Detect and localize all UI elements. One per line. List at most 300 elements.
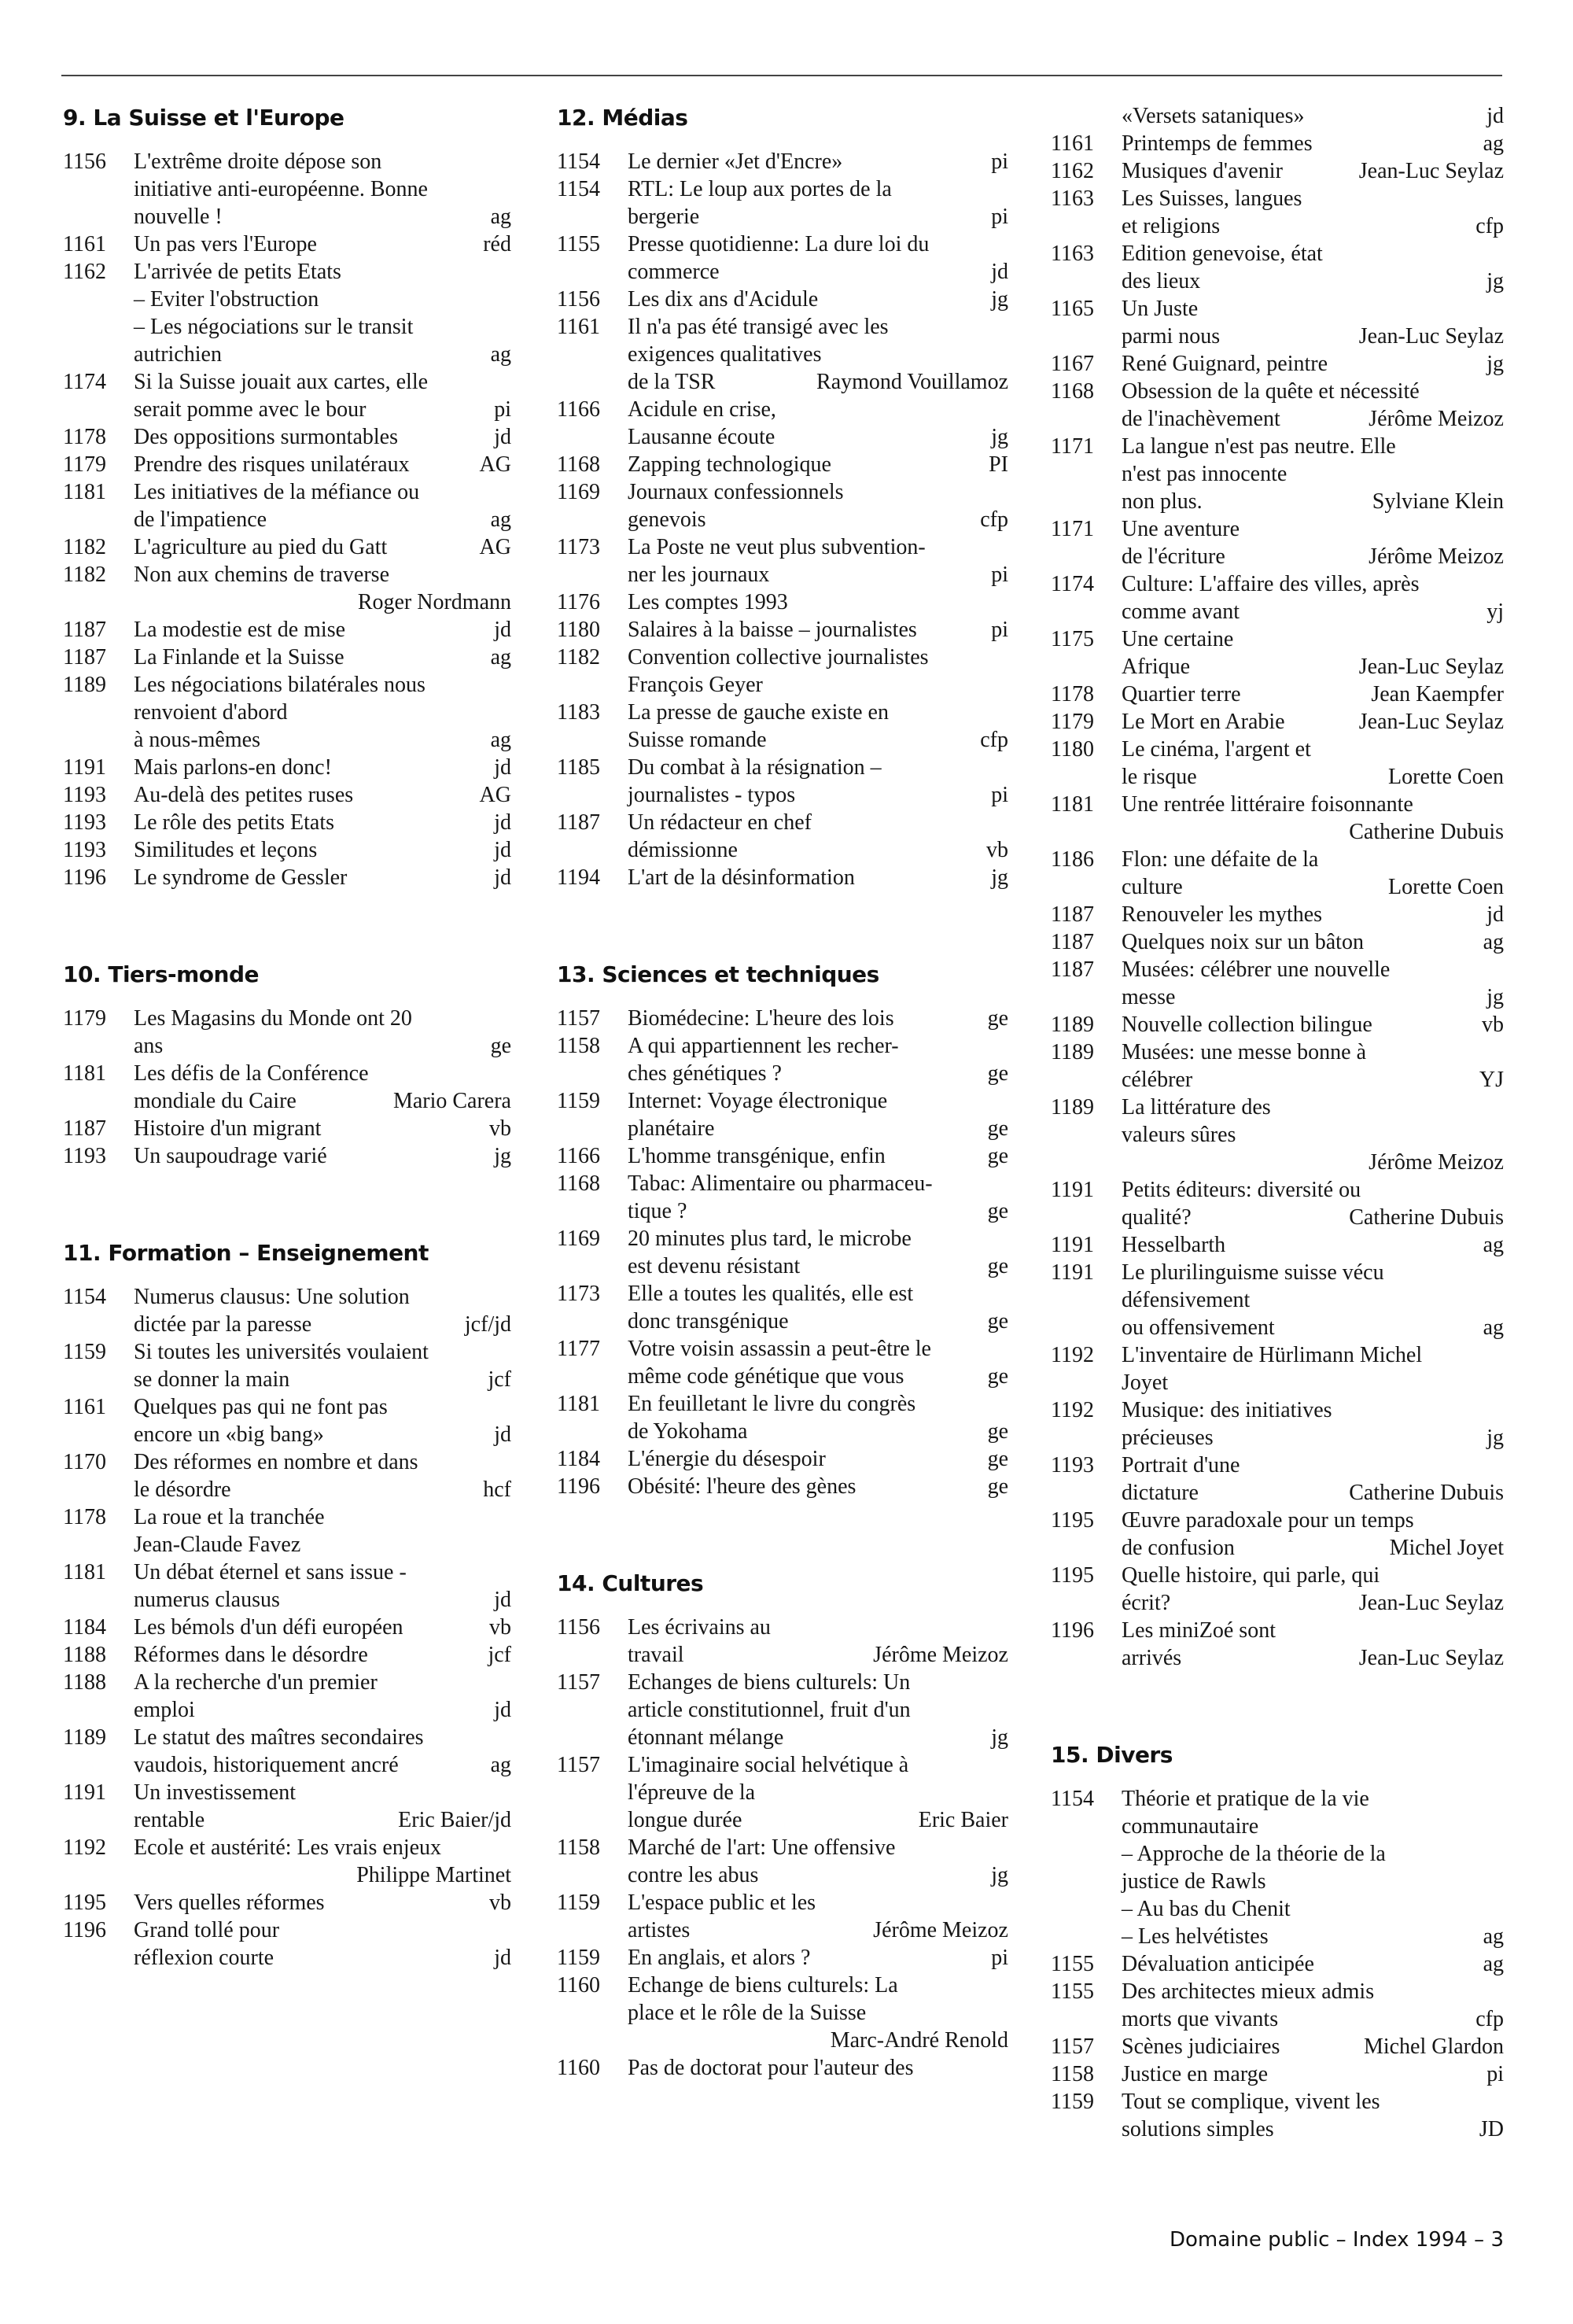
entry-title-line bbox=[1122, 708, 1504, 736]
entry-title-line bbox=[134, 616, 511, 644]
entry-title-line bbox=[134, 1448, 511, 1476]
entry-title-line bbox=[628, 203, 1008, 231]
entry-title-line bbox=[1122, 1813, 1504, 1840]
entry-author: ge bbox=[987, 1116, 1008, 1141]
entry-title-text: ches génétiques ? bbox=[628, 1061, 782, 1086]
entry-title-text: solutions simples bbox=[1122, 2117, 1274, 2141]
entry-title-text: Convention collective journalistes bbox=[628, 645, 929, 670]
entry-author: jd bbox=[1486, 902, 1504, 927]
entry-title-line bbox=[1122, 736, 1504, 763]
entry-title-line bbox=[628, 1445, 1008, 1473]
entry-title-text: comme avant bbox=[1122, 599, 1240, 624]
entry-title-text: Vers quelles réformes bbox=[134, 1891, 325, 1915]
issue-number: 1161 bbox=[63, 1395, 106, 1419]
entry-author: jd bbox=[494, 1588, 511, 1612]
entry-title-text: morts que vivants bbox=[1122, 2007, 1279, 2031]
entry-title-line bbox=[628, 341, 1008, 368]
index-entry bbox=[1051, 1562, 1504, 1617]
entry-title-line bbox=[134, 451, 511, 478]
entry-title-text: commerce bbox=[628, 260, 720, 284]
entry-title-text: l'épreuve de la bbox=[628, 1780, 756, 1805]
entry-title-text: rentable bbox=[134, 1808, 205, 1832]
entry-title-text: La presse de gauche existe en bbox=[628, 700, 889, 725]
entry-title-text: Nouvelle collection bilingue bbox=[1122, 1013, 1372, 1037]
entry-title-line bbox=[628, 1972, 1008, 1999]
entry-title-line bbox=[628, 1916, 1008, 1944]
entry-title-line bbox=[1122, 1868, 1504, 1895]
entry-title-line bbox=[628, 1834, 1008, 1861]
entry-title-text: célébrer bbox=[1122, 1068, 1193, 1092]
entry-title-line bbox=[134, 1641, 511, 1669]
entry-title-line bbox=[1122, 1617, 1504, 1644]
entry-author: ge bbox=[987, 1419, 1008, 1444]
index-entry bbox=[1051, 1950, 1504, 1978]
entry-title-line bbox=[134, 1476, 511, 1503]
index-entry bbox=[63, 1503, 511, 1559]
entry-title-text: Les initiatives de la méfiance ou bbox=[134, 480, 420, 504]
index-entry bbox=[63, 1338, 511, 1393]
issue-number: 1196 bbox=[1051, 1618, 1094, 1643]
entry-author: Philippe Martinet bbox=[356, 1863, 511, 1887]
entry-title-line bbox=[134, 1338, 511, 1366]
entry-author: cfp bbox=[980, 728, 1008, 752]
entry-title-text: A qui appartiennent les recher- bbox=[628, 1034, 899, 1058]
entry-title-line bbox=[1122, 102, 1504, 130]
entry-title-line bbox=[134, 1944, 511, 1972]
entry-author: jd bbox=[494, 425, 511, 449]
index-entry bbox=[557, 864, 1008, 891]
entry-title-text: Si toutes les universités voulaient bbox=[134, 1340, 429, 1364]
entry-author: ge bbox=[987, 1447, 1008, 1471]
index-entry bbox=[557, 313, 1008, 396]
index-entry bbox=[1051, 1396, 1504, 1452]
entry-title-line bbox=[628, 1418, 1008, 1445]
index-entry bbox=[557, 396, 1008, 451]
entry-title-text: tique ? bbox=[628, 1199, 687, 1223]
entry-author: pi bbox=[494, 397, 511, 422]
entry-title-line bbox=[1122, 763, 1504, 791]
entry-title-text: autrichien bbox=[134, 342, 222, 367]
issue-number: 1156 bbox=[557, 287, 600, 312]
index-section bbox=[63, 102, 511, 891]
index-entry bbox=[557, 1225, 1008, 1280]
issue-number: 1182 bbox=[63, 535, 106, 559]
entry-title-line bbox=[134, 258, 511, 286]
issue-number: 1158 bbox=[557, 1835, 600, 1860]
entry-title-line bbox=[1122, 1534, 1504, 1562]
index-entry bbox=[63, 148, 511, 231]
entry-title-text: Mais parlons-en donc! bbox=[134, 755, 332, 780]
entry-title-text: Scènes judiciaires bbox=[1122, 2034, 1280, 2059]
entry-title-text: Edition genevoise, état bbox=[1122, 242, 1323, 266]
issue-number: 1187 bbox=[63, 618, 106, 642]
index-entry bbox=[63, 1779, 511, 1834]
entry-title-text: Des oppositions surmontables bbox=[134, 425, 398, 449]
entry-title-text: qualité? bbox=[1122, 1205, 1192, 1230]
entry-title-text: Les dix ans d'Acidule bbox=[628, 287, 819, 312]
index-entry bbox=[1051, 625, 1504, 681]
issue-number: 1154 bbox=[557, 149, 600, 174]
entry-author: Lorette Coen bbox=[1388, 765, 1504, 789]
entry-title-line bbox=[1122, 901, 1504, 928]
issue-number: 1157 bbox=[557, 1753, 600, 1777]
entry-title-text: Le plurilinguisme suisse vécu bbox=[1122, 1260, 1384, 1285]
entry-title-text: Quelle histoire, qui parle, qui bbox=[1122, 1563, 1380, 1588]
entry-title-text: culture bbox=[1122, 875, 1183, 899]
entry-author: jg bbox=[991, 287, 1008, 312]
entry-author: Sylviane Klein bbox=[1372, 489, 1504, 514]
section-title: 9. La Suisse et l'Europe bbox=[63, 105, 344, 131]
entry-title-text: de la TSR bbox=[628, 370, 716, 394]
entry-author: pi bbox=[991, 1946, 1008, 1970]
index-entry bbox=[1051, 736, 1504, 791]
entry-title-text: Echange de biens culturels: La bbox=[628, 1973, 898, 1998]
entry-author: jg bbox=[991, 865, 1008, 890]
index-entry bbox=[1051, 1452, 1504, 1507]
entry-title-text: Réformes dans le désordre bbox=[134, 1643, 368, 1667]
entry-title-line bbox=[628, 1225, 1008, 1252]
entry-title-text: de Yokohama bbox=[628, 1419, 748, 1444]
entry-title-line bbox=[1122, 1562, 1504, 1589]
entry-title-line bbox=[628, 1060, 1008, 1087]
index-entry bbox=[557, 754, 1008, 809]
issue-number: 1185 bbox=[557, 755, 600, 780]
entry-author: ag bbox=[490, 728, 511, 752]
entry-title-line bbox=[1122, 433, 1504, 460]
entry-title-text: Les négociations bilatérales nous bbox=[134, 673, 425, 697]
index-entry bbox=[63, 1283, 511, 1338]
entry-title-line bbox=[628, 2027, 1008, 2054]
index-entry bbox=[1051, 515, 1504, 570]
entry-title-line bbox=[134, 809, 511, 836]
issue-number: 1181 bbox=[63, 1061, 106, 1086]
issue-number: 1157 bbox=[557, 1670, 600, 1695]
entry-author: ag bbox=[490, 645, 511, 670]
entry-title-line bbox=[628, 1142, 1008, 1170]
issue-number: 1191 bbox=[1051, 1178, 1094, 1202]
entry-title-text: – Eviter l'obstruction bbox=[134, 287, 319, 312]
entry-author: jd bbox=[494, 1698, 511, 1722]
index-entry bbox=[63, 1889, 511, 1916]
entry-title-line bbox=[134, 1614, 511, 1641]
entry-author: ag bbox=[1483, 1315, 1504, 1340]
index-entry bbox=[557, 644, 1008, 699]
column-2 bbox=[557, 102, 1008, 2149]
index-entry bbox=[63, 1641, 511, 1669]
entry-title-text: L'agriculture au pied du Gatt bbox=[134, 535, 388, 559]
entry-title-text: Justice en marge bbox=[1122, 2062, 1269, 2086]
entry-title-text: Histoire d'un migrant bbox=[134, 1116, 322, 1141]
entry-title-text: Dévaluation anticipée bbox=[1122, 1952, 1314, 1976]
entry-title-text: Echanges de biens culturels: Un bbox=[628, 1670, 911, 1695]
entry-title-text: Un débat éternel et sans issue - bbox=[134, 1560, 407, 1584]
index-entry bbox=[557, 533, 1008, 588]
entry-author: jd bbox=[494, 1422, 511, 1447]
index-section bbox=[557, 102, 1008, 891]
index-entry bbox=[63, 1669, 511, 1724]
section-title: 13. Sciences et techniques bbox=[557, 961, 879, 987]
issue-number: 1186 bbox=[1051, 847, 1094, 872]
entry-title-text: L'extrême droite dépose son bbox=[134, 149, 382, 174]
section-title: 10. Tiers-monde bbox=[63, 961, 260, 987]
issue-number: 1180 bbox=[1051, 737, 1094, 762]
index-entry bbox=[1051, 1011, 1504, 1038]
entry-author: cfp bbox=[1475, 214, 1504, 238]
entry-title-line bbox=[134, 1724, 511, 1751]
entry-author: Lorette Coen bbox=[1388, 875, 1504, 899]
entry-title-text: précieuses bbox=[1122, 1426, 1214, 1450]
issue-number: 1187 bbox=[557, 810, 600, 835]
entry-title-line bbox=[1122, 846, 1504, 873]
entry-title-text: Il n'a pas été transigé avec les bbox=[628, 315, 889, 339]
issue-number: 1173 bbox=[557, 1282, 600, 1306]
entry-author: Catherine Dubuis bbox=[1349, 1205, 1504, 1230]
index-entry bbox=[63, 1614, 511, 1641]
entry-author: ag bbox=[1483, 1233, 1504, 1257]
entry-title-text: Culture: L'affaire des villes, après bbox=[1122, 572, 1420, 596]
entry-title-line bbox=[134, 1779, 511, 1806]
entry-title-text: La roue et la tranchée bbox=[134, 1505, 325, 1529]
entry-title-line bbox=[1122, 873, 1504, 901]
index-entry bbox=[557, 478, 1008, 533]
entry-title-line bbox=[1122, 2060, 1504, 2088]
issue-number: 1154 bbox=[557, 177, 600, 201]
issue-number: 1179 bbox=[1051, 710, 1094, 734]
entry-title-text: encore un «big bang» bbox=[134, 1422, 324, 1447]
index-entry bbox=[1051, 1507, 1504, 1562]
index-entry bbox=[557, 699, 1008, 754]
issue-number: 1192 bbox=[1051, 1398, 1094, 1422]
entry-title-line bbox=[134, 1005, 511, 1032]
entry-title-text: messe bbox=[1122, 985, 1176, 1009]
entry-title-line bbox=[628, 1614, 1008, 1641]
index-entry bbox=[63, 1142, 511, 1170]
entry-title-line bbox=[628, 1751, 1008, 1779]
issue-number: 1195 bbox=[63, 1891, 106, 1915]
issue-number: 1159 bbox=[557, 1891, 600, 1915]
entry-title-line bbox=[628, 175, 1008, 203]
index-entry bbox=[63, 1115, 511, 1142]
entry-title-line bbox=[1122, 543, 1504, 570]
entry-title-line bbox=[1122, 130, 1504, 157]
entry-title-line bbox=[134, 1421, 511, 1448]
entry-title-line bbox=[134, 1142, 511, 1170]
entry-title-text: Hesselbarth bbox=[1122, 1233, 1226, 1257]
index-section bbox=[1051, 1739, 1504, 2143]
issue-number: 1157 bbox=[1051, 2034, 1094, 2059]
entry-author: pi bbox=[991, 783, 1008, 807]
issue-number: 1168 bbox=[557, 452, 600, 477]
entry-title-text: Internet: Voyage électronique bbox=[628, 1089, 888, 1113]
index-entry bbox=[1051, 570, 1504, 625]
entry-title-text: – Les helvétistes bbox=[1122, 1924, 1269, 1949]
entry-title-line bbox=[134, 1834, 511, 1861]
issue-number: 1174 bbox=[63, 370, 106, 394]
entry-title-text: contre les abus bbox=[628, 1863, 759, 1887]
entry-title-line bbox=[1122, 681, 1504, 708]
entry-title-text: Un saupoudrage varié bbox=[134, 1144, 327, 1168]
entry-title-line bbox=[628, 423, 1008, 451]
entry-title-line bbox=[1122, 2005, 1504, 2033]
issue-number: 1191 bbox=[1051, 1233, 1094, 1257]
index-entry bbox=[557, 2054, 1008, 2082]
index-entry bbox=[1051, 350, 1504, 378]
entry-title-text: défensivement bbox=[1122, 1288, 1251, 1312]
entry-author: jg bbox=[1486, 352, 1504, 376]
index-entry bbox=[1051, 846, 1504, 901]
entry-title-line bbox=[628, 588, 1008, 616]
issue-number: 1162 bbox=[1051, 159, 1094, 183]
index-section bbox=[557, 959, 1008, 1500]
index-entry bbox=[557, 1170, 1008, 1225]
entry-title-line bbox=[1122, 956, 1504, 983]
entry-title-line bbox=[628, 1280, 1008, 1308]
entry-title-line bbox=[1122, 1204, 1504, 1231]
entry-title-line bbox=[628, 1999, 1008, 2027]
index-entry bbox=[1051, 1978, 1504, 2033]
entry-author: jg bbox=[1486, 1426, 1504, 1450]
issue-number: 1194 bbox=[557, 865, 600, 890]
issue-number: 1191 bbox=[63, 1780, 106, 1805]
entry-title-line bbox=[1122, 1286, 1504, 1314]
index-entry bbox=[63, 781, 511, 809]
entry-author: cfp bbox=[1475, 2007, 1504, 2031]
entry-title-line bbox=[1122, 460, 1504, 488]
column-1 bbox=[63, 102, 511, 2039]
entry-author: jd bbox=[991, 260, 1008, 284]
entry-title-text: – Au bas du Chenit bbox=[1122, 1897, 1291, 1921]
index-entry bbox=[557, 588, 1008, 616]
entry-title-text: L'arrivée de petits Etats bbox=[134, 260, 341, 284]
entry-title-text: Un pas vers l'Europe bbox=[134, 232, 317, 256]
entry-author: Jean-Luc Seylaz bbox=[1358, 710, 1504, 734]
entry-title-line bbox=[1122, 1589, 1504, 1617]
entry-title-line bbox=[134, 588, 511, 616]
entry-title-line bbox=[1122, 515, 1504, 543]
entry-title-line bbox=[134, 1087, 511, 1115]
index-entry bbox=[557, 1751, 1008, 1834]
entry-title-line bbox=[1122, 1396, 1504, 1424]
issue-number: 1178 bbox=[63, 1505, 106, 1529]
index-entry bbox=[63, 616, 511, 644]
entry-title-line bbox=[134, 699, 511, 726]
issue-number: 1161 bbox=[557, 315, 600, 339]
index-section bbox=[63, 1238, 511, 1972]
entry-author: ag bbox=[490, 205, 511, 229]
entry-title-text: écrit? bbox=[1122, 1591, 1171, 1615]
entry-title-line bbox=[1122, 1507, 1504, 1534]
issue-number: 1155 bbox=[557, 232, 600, 256]
entry-title-line bbox=[628, 1308, 1008, 1335]
page-footer: Domaine public – Index 1994 – 3 bbox=[1170, 2228, 1504, 2252]
entry-author: Jean-Luc Seylaz bbox=[1358, 1591, 1504, 1615]
entry-title-line bbox=[628, 286, 1008, 313]
issue-number: 1160 bbox=[557, 1973, 600, 1998]
entry-title-text: Au-delà des petites ruses bbox=[134, 783, 354, 807]
entry-title-text: Suisse romande bbox=[628, 728, 767, 752]
entry-author: ag bbox=[1483, 1924, 1504, 1949]
entry-title-line bbox=[134, 561, 511, 588]
entry-title-line bbox=[1122, 2088, 1504, 2116]
entry-title-text: Prendre des risques unilatéraux bbox=[134, 452, 410, 477]
issue-number: 1158 bbox=[1051, 2062, 1094, 2086]
entry-title-text: Un investissement bbox=[134, 1780, 297, 1805]
entry-title-text: genevois bbox=[628, 507, 706, 532]
entry-title-text: arrivés bbox=[1122, 1646, 1182, 1670]
entry-title-text: René Guignard, peintre bbox=[1122, 352, 1328, 376]
entry-author: ge bbox=[987, 1061, 1008, 1086]
entry-title-line bbox=[628, 396, 1008, 423]
entry-title-text: de l'écriture bbox=[1122, 544, 1225, 569]
entry-title-line bbox=[134, 671, 511, 699]
entry-title-text: ou offensivement bbox=[1122, 1315, 1275, 1340]
issue-number: 1160 bbox=[557, 2056, 600, 2080]
issue-number: 1196 bbox=[63, 865, 106, 890]
issue-number: 1195 bbox=[1051, 1563, 1094, 1588]
entry-title-line bbox=[134, 1806, 511, 1834]
entry-title-line bbox=[1122, 1176, 1504, 1204]
entry-title-text: serait pomme avec le bour bbox=[134, 397, 367, 422]
index-entry bbox=[63, 809, 511, 836]
entry-title-text: même code génétique que vous bbox=[628, 1364, 904, 1389]
issue-number: 1188 bbox=[63, 1643, 106, 1667]
entry-title-text: numerus clausus bbox=[134, 1588, 280, 1612]
entry-author: Jérôme Meizoz bbox=[873, 1918, 1008, 1942]
entry-title-line bbox=[1122, 1066, 1504, 1094]
index-entry bbox=[557, 1473, 1008, 1500]
entry-title-text: François Geyer bbox=[628, 673, 763, 697]
entry-title-line bbox=[134, 1696, 511, 1724]
entry-title-line bbox=[134, 864, 511, 891]
index-entry bbox=[63, 754, 511, 781]
issue-number: 1159 bbox=[557, 1946, 600, 1970]
entry-title-line bbox=[1122, 405, 1504, 433]
entry-title-line bbox=[1122, 1259, 1504, 1286]
entry-title-line bbox=[628, 1861, 1008, 1889]
entry-title-line bbox=[134, 1503, 511, 1531]
issue-number: 1183 bbox=[557, 700, 600, 725]
entry-title-text: renvoient d'abord bbox=[134, 700, 288, 725]
entry-title-text: planétaire bbox=[628, 1116, 715, 1141]
entry-title-text: Le rôle des petits Etats bbox=[134, 810, 335, 835]
entry-title-text: Renouveler les mythes bbox=[1122, 902, 1323, 927]
entry-title-line bbox=[134, 231, 511, 258]
entry-author: PI bbox=[989, 452, 1008, 477]
entry-title-line bbox=[628, 1669, 1008, 1696]
issue-number: 1195 bbox=[1051, 1508, 1094, 1533]
entry-title-line bbox=[134, 175, 511, 203]
entry-author: Roger Nordmann bbox=[357, 590, 511, 614]
entry-title-text: Journaux confessionnels bbox=[628, 480, 844, 504]
entry-title-text: Les Magasins du Monde ont 20 bbox=[134, 1006, 412, 1031]
entry-title-line bbox=[1122, 295, 1504, 323]
entry-title-text: Obsession de la quête et nécessité bbox=[1122, 379, 1420, 404]
entry-title-line bbox=[628, 258, 1008, 286]
index-entry bbox=[557, 1335, 1008, 1390]
entry-author: jg bbox=[1486, 985, 1504, 1009]
entry-author: ag bbox=[490, 1753, 511, 1777]
entry-title-line bbox=[134, 726, 511, 754]
entry-title-text: Ecole et austérité: Les vrais enjeux bbox=[134, 1835, 442, 1860]
index-entry bbox=[557, 451, 1008, 478]
section-title: 15. Divers bbox=[1051, 1742, 1173, 1768]
entry-title-line bbox=[628, 781, 1008, 809]
entry-title-line bbox=[628, 809, 1008, 836]
issue-number: 1192 bbox=[63, 1835, 106, 1860]
entry-title-text: place et le rôle de la Suisse bbox=[628, 2001, 867, 2025]
entry-author: yj bbox=[1486, 599, 1504, 624]
entry-title-line bbox=[134, 1393, 511, 1421]
